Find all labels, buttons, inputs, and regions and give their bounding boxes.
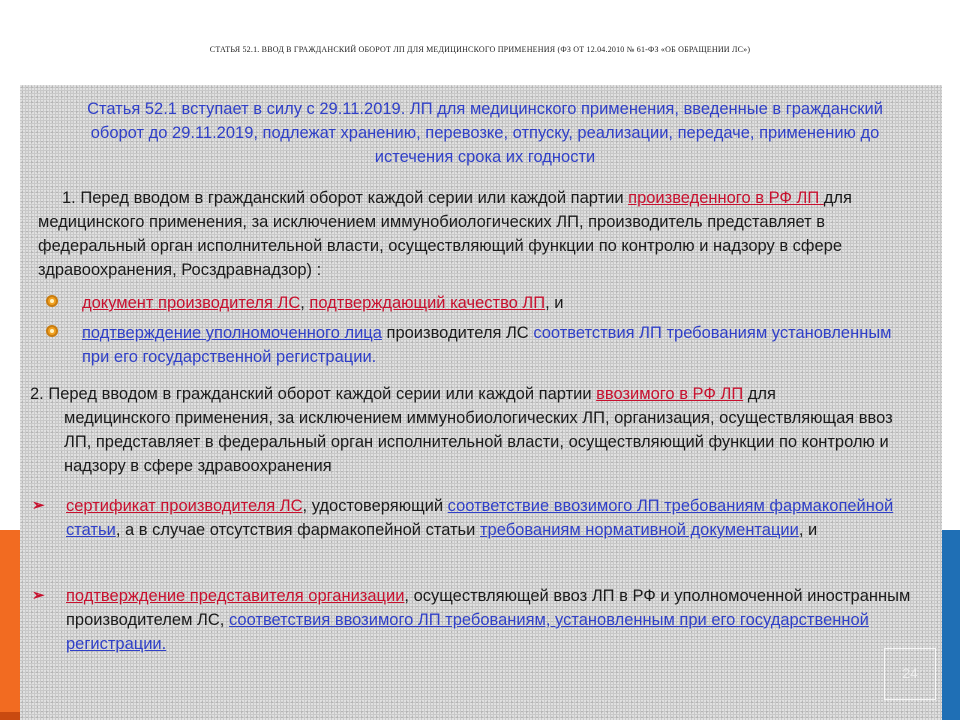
- section-2-text-end: медицинского применения, за исключением иммунобиологических ЛП, организация, осуществляющая ввоз ЛП, представляет в федеральный орган исполнительной власти, осуществляющий функции по контролю и надзору в сфере здравоохранения: [64, 409, 893, 475]
- item-text: ,: [300, 294, 310, 312]
- arrow-bullet-icon: ➢: [32, 587, 45, 604]
- section-2-text-start: 2. Перед вводом в гражданский оборот каждой серии или каждой партии: [30, 385, 597, 403]
- section-1-item-2: [82, 321, 912, 369]
- section-1-item-1: [82, 291, 912, 315]
- item-text: производителя ЛС: [381, 324, 534, 342]
- section-1-paragraph: [38, 186, 918, 282]
- section-2-text-mid: для: [743, 385, 776, 403]
- item-text: , удостоверяющий: [302, 497, 448, 515]
- item-text: соответствия ЛП требованиям установленным при его государственной регистрации.: [82, 324, 892, 366]
- item-text: подтверждение уполномоченного лица: [82, 324, 382, 342]
- section-1-text-end: для медицинского применения, за исключением иммунобиологических ЛП, производитель представляет в федеральный орган исполнительной власти, осуществляющий функции по контролю и надзору в сфере здравоохранения, Росздравнадзор) :: [38, 189, 852, 279]
- item-text: подтверждающий качество ЛП: [309, 294, 546, 312]
- section-2-item-1: [66, 494, 916, 542]
- page-number-box: [884, 648, 936, 700]
- item-text: документ производителя ЛС: [82, 294, 301, 312]
- item-text: , и: [798, 521, 818, 539]
- left-accent-stripe: [0, 530, 20, 720]
- item-text: сертификат производителя ЛС: [66, 497, 303, 515]
- item-text: , осуществляющей ввоз ЛП в РФ и уполномоченной иностранным производителем ЛС,: [66, 587, 911, 629]
- intro-paragraph: Статья 52.1 вступает в силу с 29.11.2019. ЛП для медицинского применения, введенные в гражданский оборот до 29.11.2019, подлежат хранению, перевозке, отпуску, реализации, передаче, применению до истечения срока их годности: [87, 100, 883, 166]
- item-text: соответствие ввозимого ЛП требованиям фармакопейной статьи: [66, 497, 894, 539]
- item-text: требованиям нормативной документации: [479, 521, 799, 539]
- item-text: соответствия ввозимого ЛП требованиям, установленным при его государственной регистрации.: [66, 611, 869, 653]
- item-text: подтверждение представителя организации: [66, 587, 405, 605]
- slide-title: СТАТЬЯ 52.1. ВВОД В ГРАЖДАНСКИЙ ОБОРОТ ЛП ДЛЯ МЕДИЦИНСКОГО ПРИМЕНЕНИЯ (ФЗ ОТ 12.04.2010 № 61-ФЗ «ОБ ОБРАЩЕНИИ ЛС»): [209, 45, 751, 54]
- section-2-paragraph: [30, 382, 920, 478]
- arrow-bullet-icon: ➢: [32, 497, 45, 514]
- section-1-text-start: 1. Перед вводом в гражданский оборот каждой серии или каждой партии: [62, 189, 629, 207]
- circle-bullet-icon: [46, 295, 58, 307]
- page-number: 24: [902, 665, 918, 681]
- item-text: , и: [545, 294, 564, 312]
- section-1-produced-link: произведенного в РФ ЛП: [628, 189, 824, 207]
- right-accent-stripe: [940, 530, 960, 720]
- section-2-item-2: [66, 584, 916, 656]
- section-2-imported-link: ввозимого в РФ ЛП: [596, 385, 744, 403]
- circle-bullet-icon: [46, 325, 58, 337]
- item-text: , а в случае отсутствия фармакопейной статьи: [115, 521, 480, 539]
